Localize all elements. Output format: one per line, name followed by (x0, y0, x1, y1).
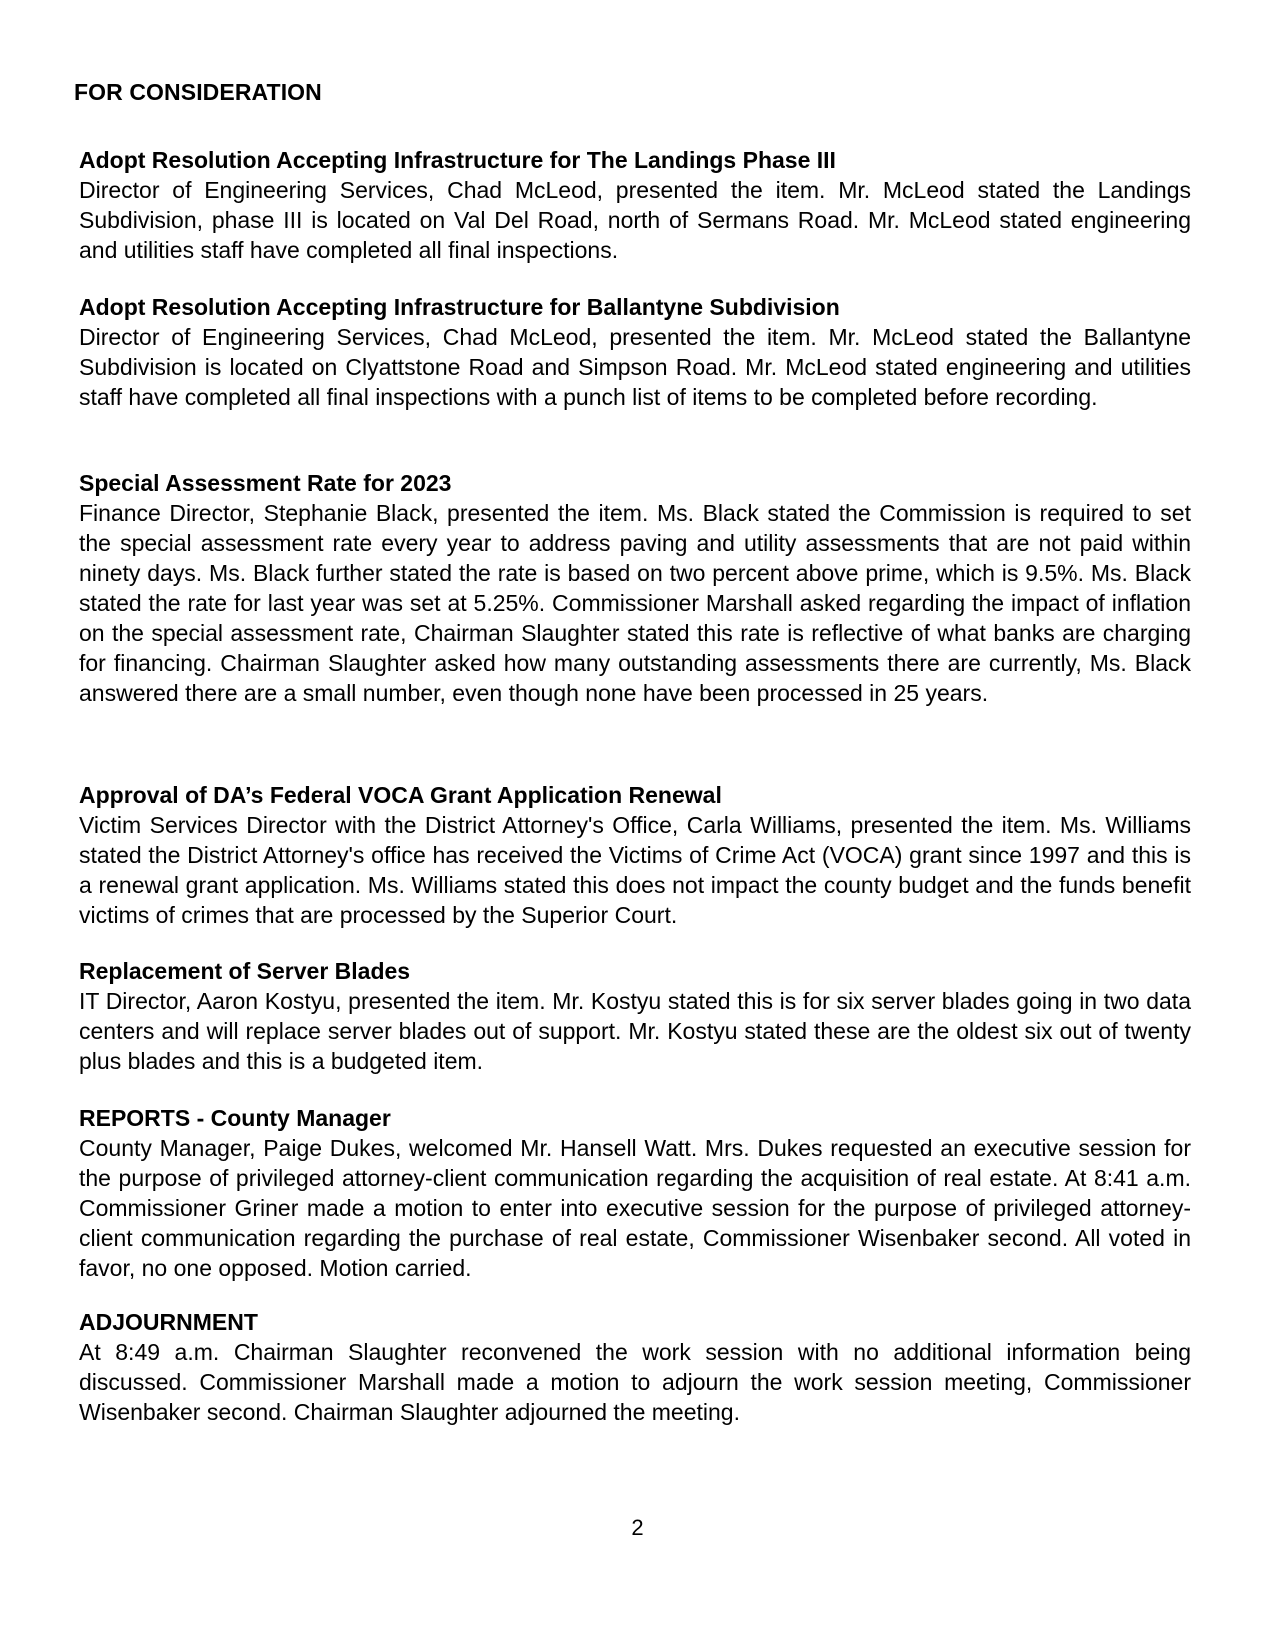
section-server-blades (79, 956, 1191, 1076)
section-body: Director of Engineering Services, Chad McLeod, presented the item. Mr. McLeod stated the Ballantyne Subdivision is located on Clyattstone Road and Simpson Road. Mr. McLeod stated engineering and utilities staff have completed all final inspections with a punch list of items to be completed before recording. (79, 324, 1191, 410)
section-body: Victim Services Director with the District Attorney's Office, Carla Williams, presented the item. Ms. Williams stated the District Attorney's office has received the Victims of Crime Act (VOCA) grant since 1997 and this is a renewal grant application. Ms. Williams stated this does not impact the county budget and the funds benefit victims of crimes that are processed by the Superior Court. (79, 812, 1191, 928)
section-title: Special Assessment Rate for 2023 (79, 470, 452, 496)
section-title: ADJOURNMENT (79, 1309, 258, 1335)
section-ballantyne-subdivision (79, 292, 1191, 412)
section-reports-county-manager (79, 1103, 1191, 1283)
section-title: Adopt Resolution Accepting Infrastructure for The Landings Phase III (79, 147, 836, 173)
section-voca-grant (79, 780, 1191, 930)
page-heading: FOR CONSIDERATION (74, 79, 322, 105)
section-special-assessment-rate (79, 468, 1191, 708)
section-title: REPORTS - County Manager (79, 1105, 391, 1131)
page-number: 2 (631, 1515, 644, 1540)
section-body: At 8:49 a.m. Chairman Slaughter reconvened the work session with no additional information being discussed. Commissioner Marshall made a motion to adjourn the work session meeting, Commissioner Wisenbaker second. Chairman Slaughter adjourned the meeting. (79, 1339, 1191, 1425)
section-adjournment (79, 1307, 1191, 1427)
section-body: County Manager, Paige Dukes, welcomed Mr. Hansell Watt. Mrs. Dukes requested an executive session for the purpose of privileged attorney-client communication regarding the acquisition of real estate. At 8:41 a.m. Commissioner Griner made a motion to enter into executive session for the purpose of privileged attorney-client communication regarding the purchase of real estate, Commissioner Wisenbaker second. All voted in favor, no one opposed. Motion carried. (79, 1135, 1191, 1281)
section-title: Replacement of Server Blades (79, 958, 411, 984)
section-body: Finance Director, Stephanie Black, presented the item. Ms. Black stated the Commission is required to set the special assessment rate every year to address paving and utility assessments that are not paid within ninety days. Ms. Black further stated the rate is based on two percent above prime, which is 9.5%. Ms. Black stated the rate for last year was set at 5.25%. Commissioner Marshall asked regarding the impact of inflation on the special assessment rate, Chairman Slaughter stated this rate is reflective of what banks are charging for financing. Chairman Slaughter asked how many outstanding assessments there are currently, Ms. Black answered there are a small number, even though none have been processed in 25 years. (79, 500, 1191, 706)
section-title: Adopt Resolution Accepting Infrastructure for Ballantyne Subdivision (79, 294, 840, 320)
section-body: IT Director, Aaron Kostyu, presented the item. Mr. Kostyu stated this is for six server blades going in two data centers and will replace server blades out of support. Mr. Kostyu stated these are the oldest six out of twenty plus blades and this is a budgeted item. (79, 988, 1191, 1074)
section-title: Approval of DA’s Federal VOCA Grant Application Renewal (79, 782, 722, 808)
section-landings-phase-iii (79, 145, 1191, 265)
section-body: Director of Engineering Services, Chad McLeod, presented the item. Mr. McLeod stated the Landings Subdivision, phase III is located on Val Del Road, north of Sermans Road. Mr. McLeod stated engineering and utilities staff have completed all final inspections. (79, 177, 1191, 263)
